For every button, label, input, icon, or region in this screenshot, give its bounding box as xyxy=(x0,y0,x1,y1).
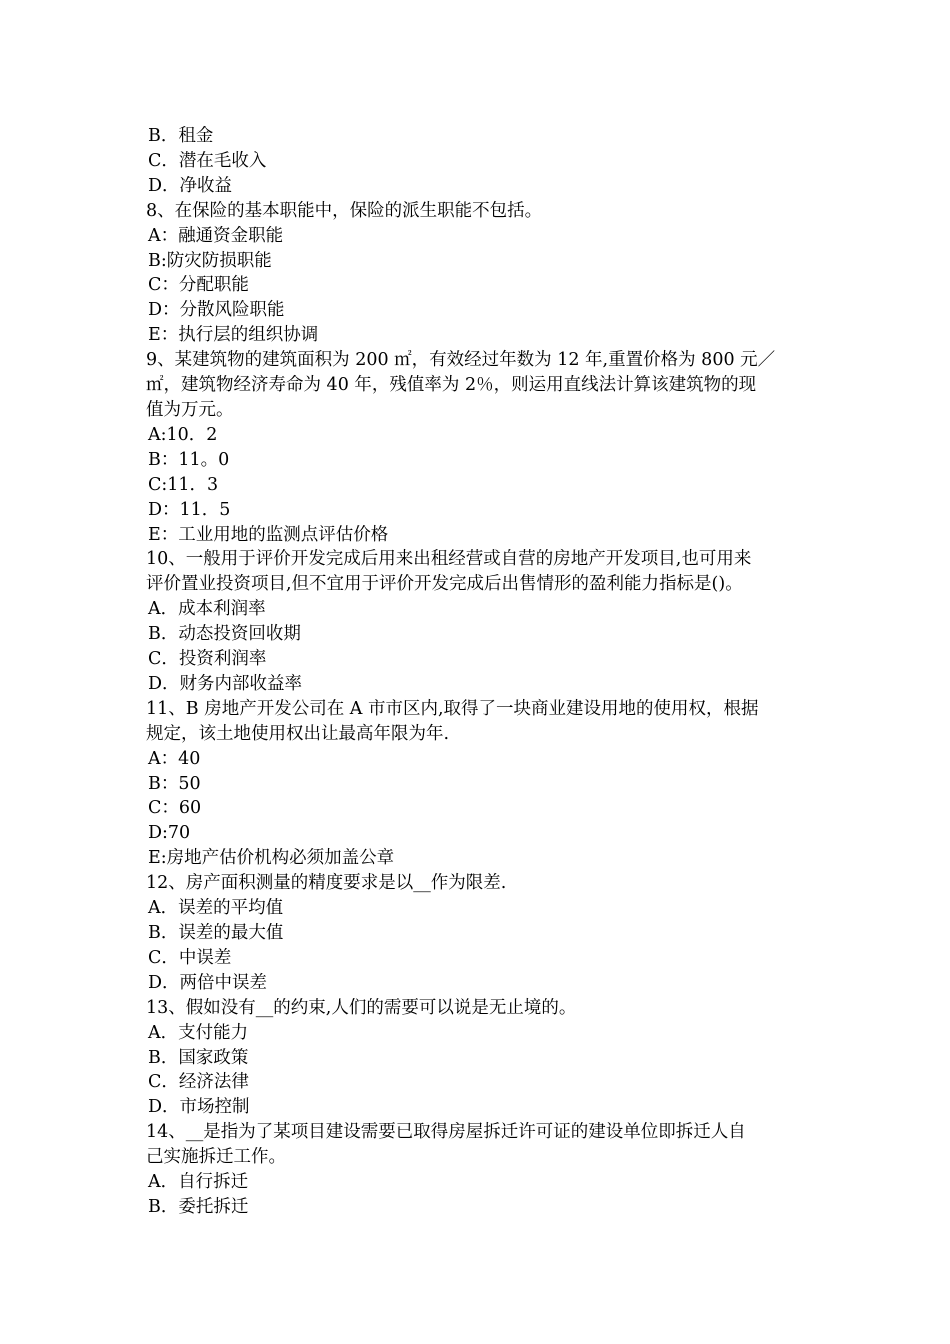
question-text-line: ㎡，建筑物经济寿命为 40 年，残值率为 2％，则运用直线法计算该建筑物的现 xyxy=(146,375,757,396)
question-text-line: 规定，该土地使用权出让最高年限为年. xyxy=(146,723,450,744)
question-text-line: 14、__是指为了某项目建设需要已取得房屋拆迁许可证的建设单位即拆迁人自 xyxy=(146,1122,746,1143)
answer-option-line: C:11．3 xyxy=(148,474,219,495)
answer-option-line: B．租金 xyxy=(148,126,214,146)
question-text-line: 值为万元。 xyxy=(146,399,234,420)
question-text-line: 12、房产面积测量的精度要求是以__作为限差. xyxy=(146,873,507,894)
question-text-line: 8、在保险的基本职能中，保险的派生职能不包括。 xyxy=(146,200,543,221)
answer-option-line: E:房地产估价机构必须加盖公章 xyxy=(148,848,395,869)
answer-option-line: B．国家政策 xyxy=(148,1047,249,1068)
answer-option-line: A．支付能力 xyxy=(148,1022,249,1043)
answer-option-line: B：11。0 xyxy=(148,449,230,470)
answer-option-line: D：11．5 xyxy=(148,499,231,520)
question-text-line: 11、B 房地产开发公司在 A 市市区内,取得了一块商业建设用地的使用权，根据 xyxy=(146,698,759,719)
answer-option-line: D：分散风险职能 xyxy=(148,300,285,321)
document-body xyxy=(146,124,810,1220)
answer-option-line: B:防灾防损职能 xyxy=(148,250,272,271)
answer-option-line: D:70 xyxy=(148,823,191,844)
answer-option-line: B．动态投资回收期 xyxy=(148,624,301,645)
question-text-line: 13、假如没有__的约束,人们的需要可以说是无止境的。 xyxy=(146,997,577,1018)
answer-option-line: D．两倍中误差 xyxy=(148,972,268,993)
answer-option-line: A：融通资金职能 xyxy=(148,225,284,246)
question-text-line: 评价置业投资项目,但不宜用于评价开发完成后出售情形的盈利能力指标是()。 xyxy=(146,574,743,595)
answer-option-line: E：执行层的组织协调 xyxy=(148,325,319,346)
answer-option-line: C．中误差 xyxy=(148,947,232,968)
question-text-line: 10、一般用于评价开发完成后用来出租经营或自营的房地产开发项目,也可用来 xyxy=(146,549,752,570)
answer-option-line: C：60 xyxy=(148,798,202,819)
question-text-line: 己实施拆迁工作。 xyxy=(146,1147,286,1168)
answer-option-line: D．净收益 xyxy=(148,175,233,196)
answer-option-line: A．自行拆迁 xyxy=(148,1172,249,1193)
answer-option-line: B：50 xyxy=(148,773,201,794)
answer-option-line: C．潜在毛收入 xyxy=(148,150,267,171)
answer-option-line: A．误差的平均值 xyxy=(148,898,284,919)
answer-option-line: D．财务内部收益率 xyxy=(148,673,303,694)
answer-option-line: E：工业用地的监测点评估价格 xyxy=(148,524,389,545)
answer-option-line: D．市场控制 xyxy=(148,1097,250,1118)
answer-option-line: B．误差的最大值 xyxy=(148,923,284,943)
question-text-line: 9、某建筑物的建筑面积为 200 ㎡，有效经过年数为 12 年,重置价格为 800 元／ xyxy=(146,350,776,371)
answer-option-line: A．成本利润率 xyxy=(148,599,266,620)
answer-option-line: C．投资利润率 xyxy=(148,649,267,670)
answer-option-line: B．委托拆迁 xyxy=(148,1196,249,1217)
answer-option-line: A：40 xyxy=(148,748,201,769)
answer-option-line: A:10．2 xyxy=(148,424,218,445)
answer-option-line: C：分配职能 xyxy=(148,275,249,296)
answer-option-line: C．经济法律 xyxy=(148,1072,249,1093)
